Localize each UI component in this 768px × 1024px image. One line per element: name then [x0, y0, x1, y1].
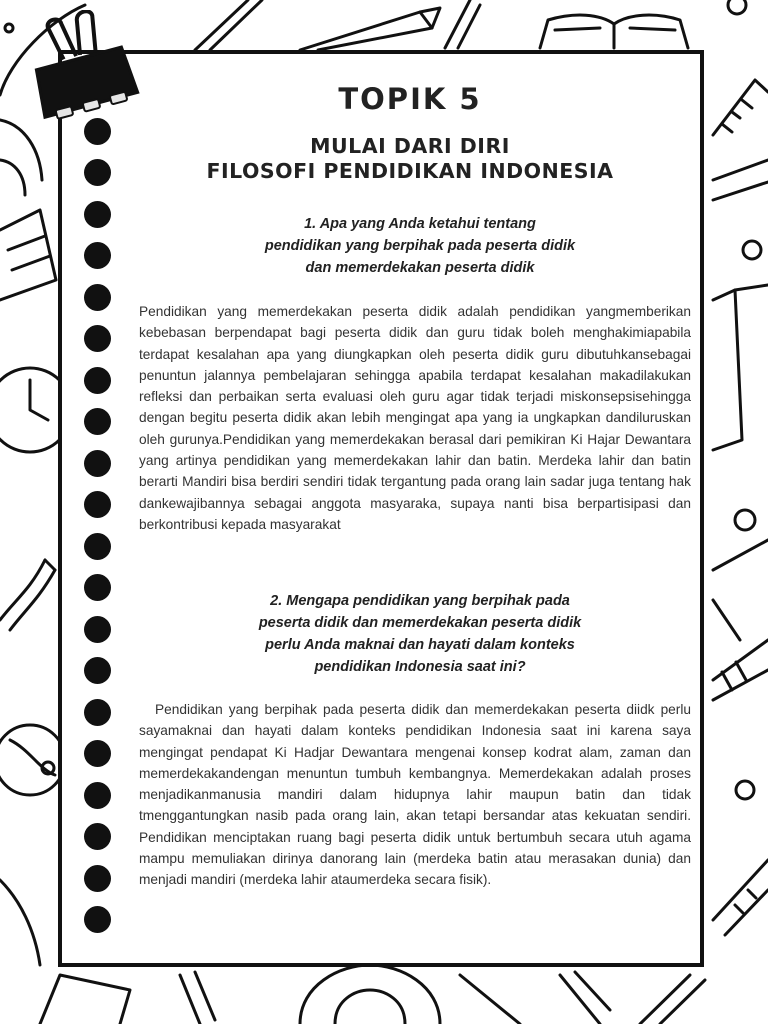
question-line: pendidikan yang berpihak pada peserta didik — [264, 238, 576, 254]
binder-hole — [84, 574, 111, 601]
ruler-icon — [713, 860, 768, 935]
binder-hole — [84, 865, 111, 892]
question-line: dan memerdekakan peserta didik — [305, 260, 535, 276]
page-subtitle — [120, 134, 700, 184]
topic-title: TOPIK 5 — [338, 82, 482, 116]
binder-hole — [84, 616, 111, 643]
paper-icon — [40, 975, 130, 1024]
book-icon — [540, 15, 688, 48]
question-line: 1. Apa yang Anda ketahui tentang — [304, 216, 536, 232]
binder-hole — [84, 408, 111, 435]
button-icon — [736, 781, 754, 799]
question-line: perlu Anda maknai dan hayati dalam konteks — [265, 637, 575, 653]
binder-hole — [84, 242, 111, 269]
ruler-icon — [713, 80, 768, 135]
paintbrush-icon — [0, 560, 55, 630]
pencil-icon — [195, 0, 440, 50]
binder-hole — [84, 823, 111, 850]
binder-hole — [84, 533, 111, 560]
binder-holes — [84, 118, 114, 948]
binder-hole — [84, 367, 111, 394]
binder-hole — [84, 201, 111, 228]
globe-icon — [0, 725, 65, 795]
question-line: 2. Mengapa pendidikan yang berpihak pada — [270, 593, 570, 609]
ruler-icon — [713, 540, 768, 700]
binder-hole — [84, 906, 111, 933]
binder-hole — [84, 782, 111, 809]
paper-icon — [0, 210, 56, 300]
question-line: pendidikan Indonesia saat ini? — [314, 659, 526, 675]
subtitle-line: FILOSOFI PENDIDIKAN INDONESIA — [206, 159, 614, 183]
binder-hole — [84, 491, 111, 518]
binder-hole — [84, 325, 111, 352]
protractor-icon — [300, 965, 440, 1024]
binder-hole — [84, 657, 111, 684]
pencil-icon — [0, 880, 40, 965]
binder-hole — [84, 450, 111, 477]
pencil-icon — [445, 0, 480, 48]
globe-icon — [0, 120, 42, 195]
ruler-icon — [640, 975, 705, 1024]
question-line: peserta didik dan memerdekakan peserta didik — [258, 615, 582, 631]
subtitle-line: MULAI DARI DIRI — [310, 134, 510, 158]
binder-hole — [84, 284, 111, 311]
binder-hole — [84, 740, 111, 767]
button-icon — [728, 0, 746, 14]
question-2-heading — [150, 590, 690, 678]
paper-icon — [713, 160, 768, 259]
question-1-heading — [150, 213, 690, 279]
button-icon — [735, 510, 755, 530]
answer-1-paragraph: Pendidikan yang memerdekakan peserta didik adalah pendidikan yangmemberikan kebebasan berpendapat bagi peserta didik dan guru tidak boleh menghakimiapabila terdapat kesalahan apa yang diungkapkan oleh peserta didik guru dibutuhkansebagai penuntun jalannya pembelajaran sehingga apabila terdapat kesalahan makadilakukan refleksi dan perbaikan serta evaluasi oleh guru agar tidak terjadi miskonsepsisehingga dengan begitu peserta didik akan lebih mengingat apa yang ia ungkapkan dandiluruskan oleh gurunya.Pendidikan yang memerdekakan berasal dari pemikiran Ki Hajar Dewantara yang artinya pendidikan yang memerdekakan lahir dan batin. Merdeka lahir dan batin berarti Mandiri bisa berdiri sendiri tidak tergantung pada orang lain sadar juga tentang hak dankewajibannya sebagai anggota masyaraka, supaya nanti bisa berpartisipasi dan berkontribusi kepada masyarakat — [139, 304, 691, 532]
pencil-icon — [713, 285, 768, 450]
binder-hole — [84, 699, 111, 726]
answer-2-paragraph: Pendidikan yang berpihak pada peserta didik dan memerdekakan peserta diidk perlu sayamaknai dan hayati dalam konteks pendidikan Indonesia saat ini karena saya mengingat pendapat Ki Hadjar Dewantara mengenai konsep kodrat alam, zaman dan memerdekakandengan menuntun tumbuh kembangnya. Memerdekakan adalah proses menjadikanmanusia mandiri dalam hidupnya lahir maupun batin dan tidak tmenggantungkan nasib pada orang lain, akan tetapi bersandar atas kekuatan sendiri. Pendidikan menciptakan ruang bagi peserta didik untuk bertumbuh secara utuh agama mampu memuliakan dirinya danorang lain (merdeka batin atau merasakan dunia) dan menjadi mandiri (merdeka lahir ataumerdeka secara fisik). — [139, 702, 691, 888]
binder-hole — [84, 159, 111, 186]
